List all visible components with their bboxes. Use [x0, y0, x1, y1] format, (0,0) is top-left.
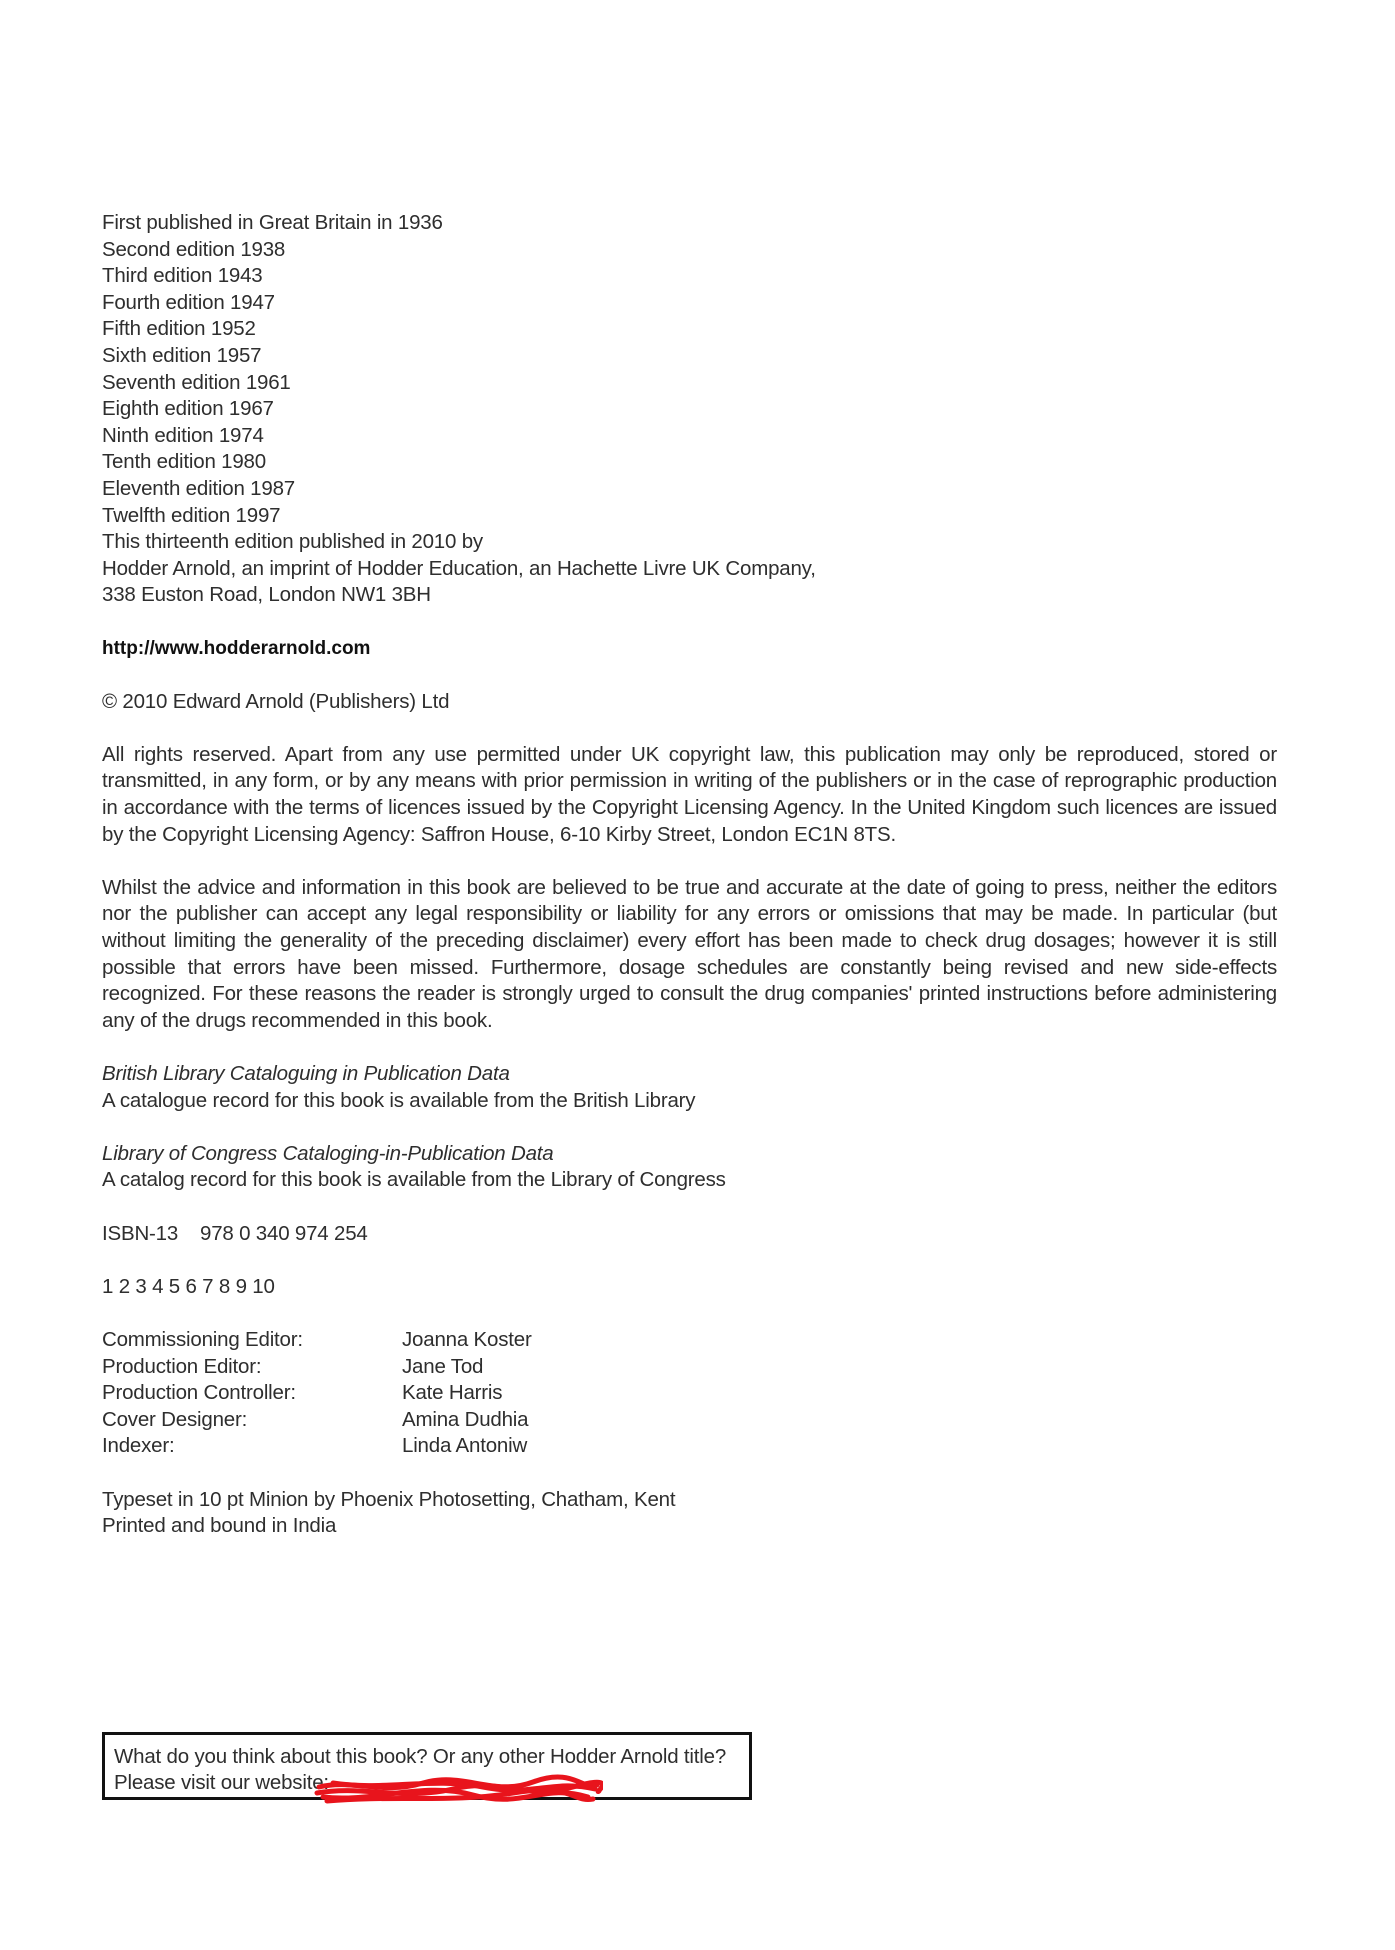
feedback-box	[102, 1732, 752, 1800]
credits-row	[102, 1380, 1277, 1407]
printed-note: Printed and bound in India	[102, 1514, 337, 1538]
library-of-congress-text: A catalog record for this book is available from the Library of Congress	[102, 1168, 726, 1192]
credits-row	[102, 1354, 1277, 1381]
copyright-page	[102, 210, 1277, 1540]
print-line: 1 2 3 4 5 6 7 8 9 10	[102, 1274, 275, 1298]
disclaimer-paragraph: Whilst the advice and information in this book are believed to be true and accurate at the date of going to press, neither the editors nor the publisher can accept any legal responsibility or liability for any errors or omissions that may be made. In particular (but without limiting the generality of the preceding disclaimer) every effort has been made to check drug dosages; however it is still possible that errors have been missed. Furthermore, dosage schedules are constantly being revised and new side-effects recognized. For these reasons the reader is strongly urged to consult the drug companies' printed instructions before administering any of the drugs recommended in this book.	[102, 875, 1277, 1032]
publisher-address: 338 Euston Road, London NW1 3BH	[102, 583, 431, 607]
edition-line: Twelfth edition 1997	[102, 503, 281, 527]
credits-name: Amina Dudhia	[402, 1407, 529, 1431]
feedback-question: What do you think about this book? Or any other Hodder Arnold title?	[114, 1745, 727, 1768]
credits-row	[102, 1433, 1277, 1460]
edition-line: Tenth edition 1980	[102, 450, 266, 474]
edition-line: Fourth edition 1947	[102, 290, 275, 314]
publisher-website-link[interactable]: http://www.hodderarnold.com	[102, 637, 371, 659]
edition-line: Eighth edition 1967	[102, 397, 274, 421]
credits-role: Production Controller:	[102, 1381, 296, 1405]
redaction-scribble-icon	[313, 1773, 603, 1807]
edition-history	[102, 210, 1277, 609]
credits-name: Linda Antoniw	[402, 1434, 528, 1458]
publisher-line: Hodder Arnold, an imprint of Hodder Education, an Hachette Livre UK Company,	[102, 556, 816, 580]
edition-line: Sixth edition 1957	[102, 343, 262, 367]
credits-role: Indexer:	[102, 1434, 175, 1458]
credits-role: Cover Designer:	[102, 1407, 248, 1431]
credits-name: Jane Tod	[402, 1354, 484, 1378]
edition-line: Eleventh edition 1987	[102, 476, 295, 500]
typeset-note: Typeset in 10 pt Minion by Phoenix Photosetting, Chatham, Kent	[102, 1487, 676, 1511]
credits-row	[102, 1407, 1277, 1434]
edition-line: Ninth edition 1974	[102, 423, 264, 447]
british-library-text: A catalogue record for this book is available from the British Library	[102, 1088, 696, 1112]
credits-name: Joanna Koster	[402, 1327, 532, 1351]
edition-line: First published in Great Britain in 1936	[102, 211, 443, 234]
rights-paragraph: All rights reserved. Apart from any use permitted under UK copyright law, this publication may only be reproduced, stored or transmitted, in any form, or by any means with prior permission in writing of the publishers or in the case of reprographic production in accordance with the terms of licences issued by the Copyright Licensing Agency. In the United Kingdom such licences are issued by the Copyright Licensing Agency: Saffron House, 6-10 Kirby Street, London EC1N 8TS.	[102, 742, 1277, 846]
credits-role: Commissioning Editor:	[102, 1327, 303, 1351]
isbn-value: 978 0 340 974 254	[200, 1221, 368, 1245]
british-library-heading: British Library Cataloguing in Publication Data	[102, 1062, 510, 1085]
edition-line: Fifth edition 1952	[102, 317, 256, 341]
isbn-line	[102, 1221, 1277, 1248]
edition-line: Second edition 1938	[102, 237, 286, 261]
credits-role: Production Editor:	[102, 1354, 262, 1378]
feedback-prompt-label: Please visit our website:	[114, 1771, 329, 1794]
credits-list	[102, 1327, 1277, 1460]
library-of-congress-heading: Library of Congress Cataloging-in-Publication Data	[102, 1141, 554, 1165]
edition-line: Seventh edition 1961	[102, 370, 291, 394]
credits-row	[102, 1327, 1277, 1354]
isbn-label: ISBN-13	[102, 1221, 179, 1245]
edition-line: This thirteenth edition published in 2010 by	[102, 530, 483, 554]
credits-name: Kate Harris	[402, 1381, 503, 1405]
edition-line: Third edition 1943	[102, 264, 263, 288]
copyright-notice: © 2010 Edward Arnold (Publishers) Ltd	[102, 689, 450, 713]
